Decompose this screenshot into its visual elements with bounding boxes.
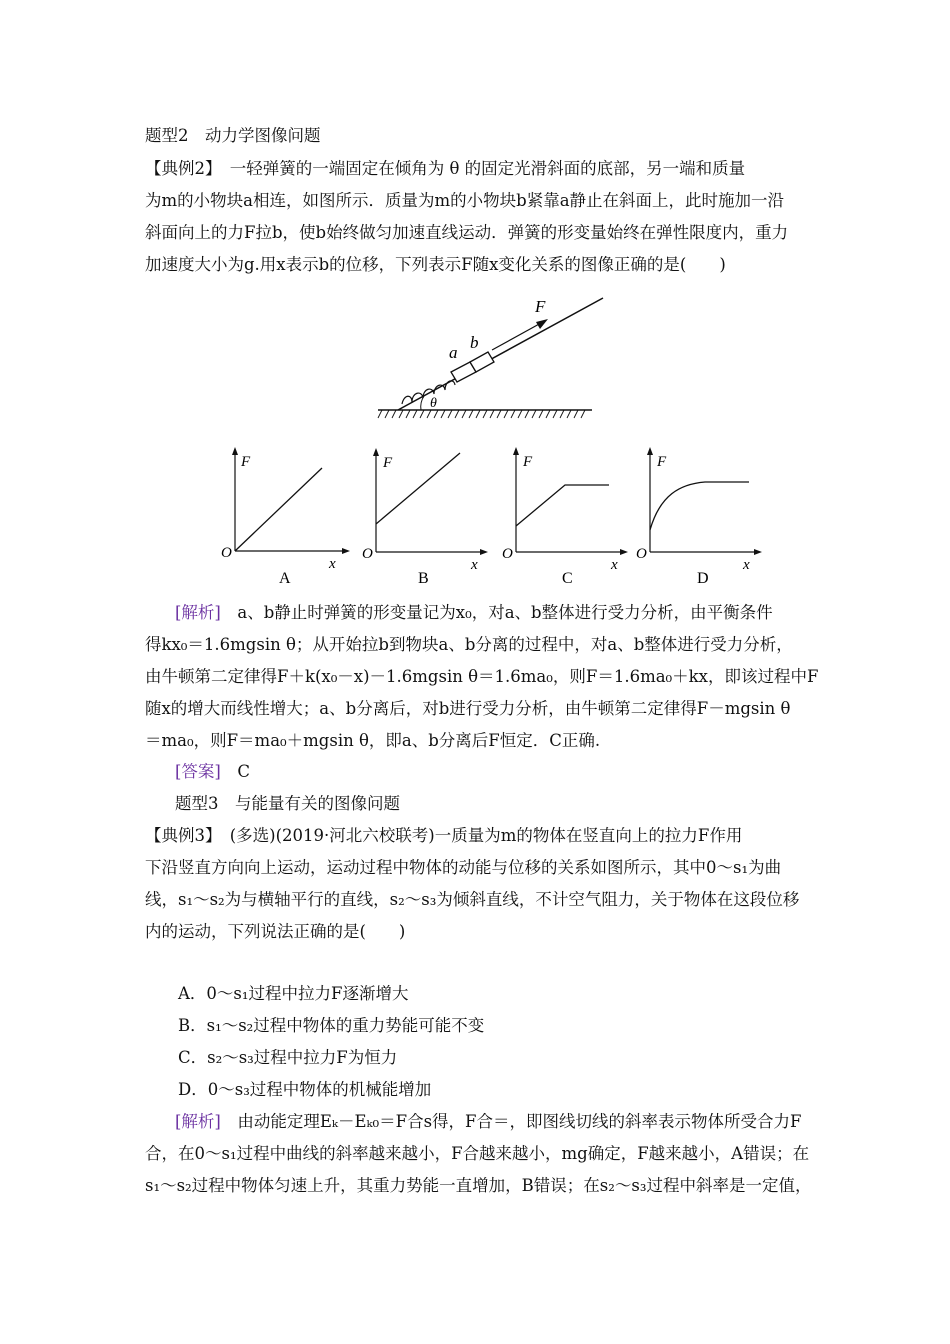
incline-figure: [378, 297, 603, 418]
graph-d-curve: [650, 482, 749, 530]
graph-a-y-label: F: [241, 454, 251, 470]
q2-answer-tag: [答案]: [175, 762, 221, 781]
q2-analysis-line-4: 随x的增大而线性增大；a、b分离后，对b进行受力分析，由牛顿第二定律得F－mgsin θ: [145, 699, 791, 718]
q2-analysis-line-5: ＝ma₀，则F＝ma₀＋mgsin θ，即a、b分离后F恒定．C正确.: [145, 731, 601, 750]
q2-answer-line: [175, 760, 250, 784]
force-arrow: [536, 319, 548, 329]
q2-answer: C: [220, 762, 250, 781]
q2-analysis-line-3: 由牛顿第二定律得F＋k(x₀－x)－1.6mgsin θ＝1.6ma₀，则F＝1.6ma₀＋kx，即该过程中F: [145, 667, 819, 686]
q2-line-4: 加速度大小为g.用x表示b的位移，下列表示F随x变化关系的图像正确的是( ): [145, 255, 726, 274]
q2-heading: 题型2 动力学图像问题: [145, 126, 321, 145]
block-a-label: a: [449, 343, 458, 362]
q3-analysis-line-1: [175, 1110, 801, 1134]
q2-line-3: 斜面向上的力F拉b，使b始终做匀加速直线运动．弹簧的形变量始终在弹性限度内，重力: [145, 223, 789, 242]
q3-option-d: D．0～s₃过程中物体的机械能增加: [178, 1080, 432, 1099]
q3-line-4: 内的运动，下列说法正确的是( ): [145, 922, 406, 941]
graph-c-x-label: x: [611, 557, 618, 573]
graph-a-letter: A: [279, 570, 291, 587]
q3-option-b: B．s₁～s₂过程中物体的重力势能可能不变: [178, 1016, 485, 1035]
graph-c-y-label: F: [523, 454, 533, 470]
block-b: [470, 352, 494, 372]
q3-analysis-line-3: s₁～s₂过程中物体匀速上升，其重力势能一直增加，B错误；在s₂～s₃过程中斜率是一定值，: [145, 1176, 812, 1195]
graph-a: [221, 447, 350, 587]
graph-b-letter: B: [418, 570, 429, 587]
q3-analysis-text-1: 由动能定理Eₖ－Eₖ₀＝F合s得，F合＝，即图线切线的斜率表示物体所受合力F: [220, 1112, 802, 1131]
angle-label: θ: [430, 396, 437, 411]
graph-d-origin: O: [636, 546, 647, 562]
q3-analysis-tag: [解析]: [175, 1112, 221, 1131]
q3-line-2: 下沿竖直方向向上运动，运动过程中物体的动能与位移的关系如图所示，其中0～s₁为曲: [145, 858, 782, 877]
graph-c-origin: O: [502, 546, 513, 562]
graph-c-letter: C: [562, 570, 573, 587]
graph-b-origin: O: [362, 546, 373, 562]
graph-c-curve: [516, 485, 609, 526]
force-label: F: [535, 297, 546, 316]
q2-analysis-line-2: 得kx₀＝1.6mgsin θ；从开始拉b到物块a、b分离的过程中，对a、b整体进行受力分析，: [145, 635, 793, 654]
q2-analysis-text-1: a、b静止时弹簧的形变量记为x₀，对a、b整体进行受力分析，由平衡条件: [220, 603, 773, 622]
block-b-label: b: [470, 333, 479, 352]
graph-a-origin: O: [221, 545, 232, 561]
q2-line-2: 为m的小物块a相连，如图所示．质量为m的小物块b紧靠a静止在斜面上，此时施加一沿: [145, 191, 785, 210]
graph-b-x-label: x: [471, 557, 478, 573]
q3-analysis-line-2: 合，在0～s₁过程中曲线的斜率越来越小，F合越来越小，mg确定，F越来越小，A错误；在: [145, 1144, 810, 1163]
graph-a-x-label: x: [329, 556, 336, 572]
q3-heading: 题型3 与能量有关的图像问题: [175, 794, 400, 813]
q2-analysis-tag: [解析]: [175, 603, 221, 622]
q2-analysis-line-1: [175, 601, 773, 625]
q2-line-1: 【典例2】 一轻弹簧的一端固定在倾角为 θ 的固定光滑斜面的底部，另一端和质量: [145, 159, 746, 178]
spring: [402, 381, 455, 404]
graph-d-x-label: x: [743, 557, 750, 573]
graph-d-letter: D: [697, 570, 709, 587]
q3-option-a: A．0～s₁过程中拉力F逐渐增大: [178, 984, 409, 1003]
graph-c: [502, 447, 628, 587]
graph-d-y-label: F: [657, 454, 667, 470]
graph-a-curve: [235, 468, 322, 551]
graph-b-y-label: F: [383, 455, 393, 471]
q3-line-3: 线，s₁～s₂为与横轴平行的直线，s₂～s₃为倾斜直线，不计空气阻力，关于物体在这段位移: [145, 890, 800, 909]
graph-d: [636, 447, 762, 587]
q3-line-1: 【典例3】 (多选)(2019·河北六校联考)一质量为m的物体在竖直向上的拉力F作用: [145, 826, 743, 845]
graph-b: [362, 448, 488, 587]
q3-option-c: C．s₂～s₃过程中拉力F为恒力: [178, 1048, 398, 1067]
